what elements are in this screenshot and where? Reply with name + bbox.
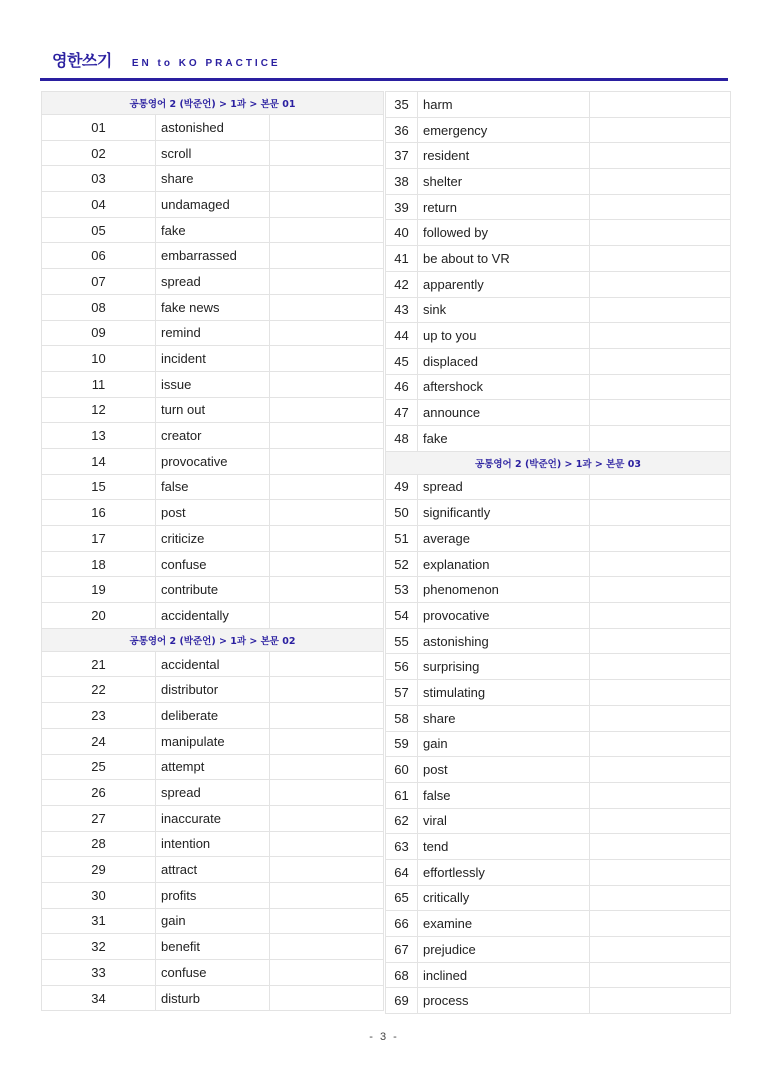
row-number: 63 (386, 834, 418, 860)
row-number: 09 (42, 320, 156, 346)
english-word: distributor (156, 677, 270, 703)
english-word: share (156, 166, 270, 192)
english-word: average (418, 526, 590, 552)
page-subtitle: EN to KO PRACTICE (131, 58, 281, 69)
table-row (42, 908, 384, 934)
section-label: 공통영어 2 (박준언) > 1과 > 본문 02 (42, 628, 384, 651)
english-word: displaced (418, 348, 590, 374)
row-number: 08 (42, 294, 156, 320)
row-number: 30 (42, 882, 156, 908)
row-number: 64 (386, 859, 418, 885)
row-number: 01 (42, 115, 156, 141)
english-word: remind (156, 320, 270, 346)
section-header (386, 451, 731, 474)
row-number: 10 (42, 346, 156, 372)
answer-field[interactable] (590, 705, 731, 731)
english-word: announce (418, 400, 590, 426)
table-row (386, 859, 731, 885)
row-number: 27 (42, 805, 156, 831)
answer-field[interactable] (590, 400, 731, 426)
row-number: 54 (386, 603, 418, 629)
section-label: 공통영어 2 (박준언) > 1과 > 본문 03 (386, 451, 731, 474)
table-row (386, 551, 731, 577)
row-number: 18 (42, 551, 156, 577)
answer-field[interactable] (590, 271, 731, 297)
table-row (386, 400, 731, 426)
answer-field[interactable] (270, 651, 384, 677)
row-number: 21 (42, 651, 156, 677)
section-header (42, 92, 384, 115)
page-title: 영한쓰기 (52, 51, 112, 70)
answer-field[interactable] (270, 577, 384, 603)
table-row (386, 500, 731, 526)
english-word: significantly (418, 500, 590, 526)
answer-field[interactable] (270, 908, 384, 934)
answer-field[interactable] (270, 603, 384, 629)
answer-field[interactable] (590, 92, 731, 118)
english-word: viral (418, 808, 590, 834)
table-row (386, 885, 731, 911)
row-number: 50 (386, 500, 418, 526)
english-word: false (418, 782, 590, 808)
table-row (386, 425, 731, 451)
answer-field[interactable] (590, 297, 731, 323)
english-word: criticize (156, 526, 270, 552)
table-row (42, 551, 384, 577)
row-number: 15 (42, 474, 156, 500)
english-word: inclined (418, 962, 590, 988)
answer-field[interactable] (590, 246, 731, 272)
table-row (42, 217, 384, 243)
table-row (42, 603, 384, 629)
answer-field[interactable] (590, 937, 731, 963)
row-number: 53 (386, 577, 418, 603)
row-number: 16 (42, 500, 156, 526)
answer-field[interactable] (270, 474, 384, 500)
row-number: 12 (42, 397, 156, 423)
english-word: accidental (156, 651, 270, 677)
table-row (42, 805, 384, 831)
row-number: 46 (386, 374, 418, 400)
table-row (42, 577, 384, 603)
row-number: 61 (386, 782, 418, 808)
answer-field[interactable] (590, 425, 731, 451)
english-word: creator (156, 423, 270, 449)
row-number: 41 (386, 246, 418, 272)
table-row (42, 960, 384, 986)
row-number: 39 (386, 194, 418, 220)
table-row (386, 92, 731, 118)
table-row (42, 728, 384, 754)
row-number: 60 (386, 757, 418, 783)
row-number: 68 (386, 962, 418, 988)
table-row (386, 117, 731, 143)
english-word: astonished (156, 115, 270, 141)
table-row (42, 677, 384, 703)
row-number: 34 (42, 985, 156, 1011)
table-row (386, 731, 731, 757)
table-row (42, 474, 384, 500)
row-number: 45 (386, 348, 418, 374)
row-number: 59 (386, 731, 418, 757)
row-number: 26 (42, 780, 156, 806)
answer-field[interactable] (590, 885, 731, 911)
table-row (42, 985, 384, 1011)
answer-field[interactable] (270, 831, 384, 857)
answer-field[interactable] (270, 805, 384, 831)
table-row (42, 115, 384, 141)
row-number: 40 (386, 220, 418, 246)
english-word: followed by (418, 220, 590, 246)
page-number: - 3 - (369, 1031, 399, 1043)
answer-field[interactable] (270, 346, 384, 372)
table-row (42, 857, 384, 883)
table-row (386, 323, 731, 349)
table-row (42, 346, 384, 372)
answer-field[interactable] (590, 374, 731, 400)
answer-field[interactable] (270, 754, 384, 780)
english-word: tend (418, 834, 590, 860)
answer-field[interactable] (590, 859, 731, 885)
table-row (42, 192, 384, 218)
section-header (42, 628, 384, 651)
english-word: gain (156, 908, 270, 934)
answer-field[interactable] (270, 243, 384, 269)
answer-field[interactable] (270, 882, 384, 908)
english-word: explanation (418, 551, 590, 577)
row-number: 69 (386, 988, 418, 1014)
answer-field[interactable] (270, 140, 384, 166)
english-word: scroll (156, 140, 270, 166)
answer-field[interactable] (590, 988, 731, 1014)
answer-field[interactable] (590, 782, 731, 808)
table-row (386, 374, 731, 400)
table-row (386, 194, 731, 220)
answer-field[interactable] (590, 628, 731, 654)
row-number: 42 (386, 271, 418, 297)
answer-field[interactable] (270, 115, 384, 141)
english-word: stimulating (418, 680, 590, 706)
english-word: confuse (156, 551, 270, 577)
row-number: 51 (386, 526, 418, 552)
row-number: 22 (42, 677, 156, 703)
answer-field[interactable] (590, 731, 731, 757)
row-number: 62 (386, 808, 418, 834)
row-number: 55 (386, 628, 418, 654)
answer-field[interactable] (590, 551, 731, 577)
row-number: 36 (386, 117, 418, 143)
english-word: provocative (156, 448, 270, 474)
table-row (386, 246, 731, 272)
english-word: effortlessly (418, 859, 590, 885)
english-word: manipulate (156, 728, 270, 754)
english-word: incident (156, 346, 270, 372)
english-word: spread (418, 474, 590, 500)
row-number: 56 (386, 654, 418, 680)
row-number: 05 (42, 217, 156, 243)
english-word: benefit (156, 934, 270, 960)
table-row (386, 220, 731, 246)
answer-field[interactable] (270, 269, 384, 295)
table-row (386, 911, 731, 937)
row-number: 52 (386, 551, 418, 577)
table-row (42, 651, 384, 677)
english-word: fake news (156, 294, 270, 320)
table-row (386, 988, 731, 1014)
row-number: 17 (42, 526, 156, 552)
answer-field[interactable] (270, 677, 384, 703)
answer-field[interactable] (590, 348, 731, 374)
answer-field[interactable] (270, 294, 384, 320)
answer-field[interactable] (590, 117, 731, 143)
answer-field[interactable] (270, 320, 384, 346)
answer-field[interactable] (590, 143, 731, 169)
table-row (42, 243, 384, 269)
table-row (386, 962, 731, 988)
english-word: process (418, 988, 590, 1014)
row-number: 38 (386, 169, 418, 195)
table-row (42, 397, 384, 423)
answer-field[interactable] (270, 960, 384, 986)
answer-field[interactable] (590, 577, 731, 603)
english-word: apparently (418, 271, 590, 297)
table-row (386, 808, 731, 834)
table-row (386, 348, 731, 374)
english-word: post (418, 757, 590, 783)
answer-field[interactable] (590, 169, 731, 195)
english-word: turn out (156, 397, 270, 423)
table-row (42, 934, 384, 960)
english-word: issue (156, 371, 270, 397)
answer-field[interactable] (590, 808, 731, 834)
row-number: 20 (42, 603, 156, 629)
row-number: 29 (42, 857, 156, 883)
table-row (386, 169, 731, 195)
english-word: profits (156, 882, 270, 908)
row-number: 11 (42, 371, 156, 397)
answer-field[interactable] (270, 448, 384, 474)
row-number: 06 (42, 243, 156, 269)
answer-field[interactable] (270, 526, 384, 552)
table-row (386, 654, 731, 680)
row-number: 25 (42, 754, 156, 780)
row-number: 03 (42, 166, 156, 192)
table-row (386, 680, 731, 706)
answer-field[interactable] (270, 423, 384, 449)
row-number: 28 (42, 831, 156, 857)
english-word: spread (156, 780, 270, 806)
answer-field[interactable] (270, 500, 384, 526)
row-number: 33 (42, 960, 156, 986)
table-row (42, 754, 384, 780)
answer-field[interactable] (270, 551, 384, 577)
answer-field[interactable] (590, 220, 731, 246)
english-word: phenomenon (418, 577, 590, 603)
row-number: 02 (42, 140, 156, 166)
answer-field[interactable] (270, 780, 384, 806)
english-word: fake (156, 217, 270, 243)
table-row (42, 703, 384, 729)
answer-field[interactable] (270, 985, 384, 1011)
row-number: 37 (386, 143, 418, 169)
row-number: 04 (42, 192, 156, 218)
english-word: shelter (418, 169, 590, 195)
answer-field[interactable] (590, 500, 731, 526)
table-row (42, 269, 384, 295)
english-word: examine (418, 911, 590, 937)
english-word: false (156, 474, 270, 500)
english-word: accidentally (156, 603, 270, 629)
row-number: 07 (42, 269, 156, 295)
english-word: embarrassed (156, 243, 270, 269)
table-row (42, 294, 384, 320)
english-word: confuse (156, 960, 270, 986)
row-number: 23 (42, 703, 156, 729)
answer-field[interactable] (590, 194, 731, 220)
row-number: 66 (386, 911, 418, 937)
table-row (42, 526, 384, 552)
english-word: critically (418, 885, 590, 911)
english-word: gain (418, 731, 590, 757)
table-row (42, 371, 384, 397)
row-number: 24 (42, 728, 156, 754)
row-number: 57 (386, 680, 418, 706)
table-row (386, 143, 731, 169)
english-word: post (156, 500, 270, 526)
table-row (42, 780, 384, 806)
answer-field[interactable] (270, 397, 384, 423)
english-word: prejudice (418, 937, 590, 963)
row-number: 31 (42, 908, 156, 934)
table-row (386, 474, 731, 500)
english-word: deliberate (156, 703, 270, 729)
english-word: attract (156, 857, 270, 883)
english-word: disturb (156, 985, 270, 1011)
vocab-table-left (41, 91, 384, 1011)
english-word: resident (418, 143, 590, 169)
english-word: harm (418, 92, 590, 118)
table-row (42, 882, 384, 908)
answer-field[interactable] (590, 526, 731, 552)
answer-field[interactable] (590, 834, 731, 860)
table-row (386, 782, 731, 808)
english-word: share (418, 705, 590, 731)
row-number: 47 (386, 400, 418, 426)
table-row (42, 448, 384, 474)
row-number: 35 (386, 92, 418, 118)
table-row (42, 320, 384, 346)
table-row (386, 603, 731, 629)
table-row (386, 705, 731, 731)
table-row (42, 166, 384, 192)
row-number: 67 (386, 937, 418, 963)
table-row (386, 834, 731, 860)
table-row (386, 628, 731, 654)
answer-field[interactable] (270, 371, 384, 397)
row-number: 32 (42, 934, 156, 960)
header-divider (40, 78, 728, 81)
english-word: astonishing (418, 628, 590, 654)
answer-field[interactable] (590, 757, 731, 783)
english-word: sink (418, 297, 590, 323)
section-label: 공통영어 2 (박준언) > 1과 > 본문 01 (42, 92, 384, 115)
row-number: 65 (386, 885, 418, 911)
english-word: return (418, 194, 590, 220)
table-row (386, 757, 731, 783)
english-word: up to you (418, 323, 590, 349)
answer-field[interactable] (270, 192, 384, 218)
row-number: 49 (386, 474, 418, 500)
answer-field[interactable] (590, 654, 731, 680)
row-number: 13 (42, 423, 156, 449)
english-word: aftershock (418, 374, 590, 400)
english-word: emergency (418, 117, 590, 143)
answer-field[interactable] (270, 728, 384, 754)
vocab-table-right (385, 91, 731, 1014)
table-row (42, 423, 384, 449)
english-word: contribute (156, 577, 270, 603)
answer-field[interactable] (590, 474, 731, 500)
answer-field[interactable] (270, 934, 384, 960)
english-word: undamaged (156, 192, 270, 218)
row-number: 44 (386, 323, 418, 349)
table-row (42, 831, 384, 857)
table-row (42, 500, 384, 526)
english-word: provocative (418, 603, 590, 629)
table-row (386, 577, 731, 603)
answer-field[interactable] (590, 962, 731, 988)
table-row (386, 937, 731, 963)
english-word: attempt (156, 754, 270, 780)
english-word: fake (418, 425, 590, 451)
table-row (42, 140, 384, 166)
english-word: be about to VR (418, 246, 590, 272)
answer-field[interactable] (590, 603, 731, 629)
answer-field[interactable] (590, 680, 731, 706)
row-number: 48 (386, 425, 418, 451)
answer-field[interactable] (270, 217, 384, 243)
answer-field[interactable] (590, 323, 731, 349)
english-word: inaccurate (156, 805, 270, 831)
english-word: intention (156, 831, 270, 857)
page-header (52, 48, 281, 71)
table-row (386, 526, 731, 552)
table-row (386, 297, 731, 323)
row-number: 58 (386, 705, 418, 731)
answer-field[interactable] (270, 703, 384, 729)
row-number: 43 (386, 297, 418, 323)
row-number: 14 (42, 448, 156, 474)
answer-field[interactable] (270, 166, 384, 192)
table-row (386, 271, 731, 297)
answer-field[interactable] (590, 911, 731, 937)
row-number: 19 (42, 577, 156, 603)
english-word: spread (156, 269, 270, 295)
english-word: surprising (418, 654, 590, 680)
answer-field[interactable] (270, 857, 384, 883)
